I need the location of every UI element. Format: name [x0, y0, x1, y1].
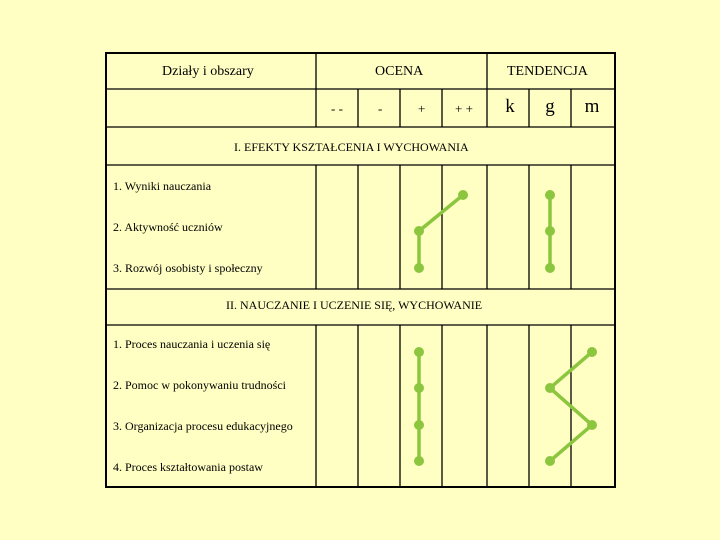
section2-trend-marker [587, 347, 597, 357]
section1-trend-marker [545, 263, 555, 273]
section2-trend-marker [587, 420, 597, 430]
row-label-postawy: 4. Proces kształtowania postaw [113, 460, 263, 474]
row-label-aktywnosc: 2. Aktywność uczniów [113, 220, 223, 234]
section1-trend-marker [545, 190, 555, 200]
section1-rating-marker [414, 226, 424, 236]
section1-rating-line [419, 195, 463, 268]
header-trend: TENDENCJA [507, 64, 588, 79]
section1-rating-marker [458, 190, 468, 200]
trend-glyph-up: k [505, 96, 515, 117]
row-label-organizacja: 3. Organizacja procesu edukacyjnego [113, 419, 293, 433]
row-label-proces-nauczania: 1. Proces nauczania i uczenia się [113, 337, 271, 351]
header-rating: OCENA [375, 64, 424, 79]
section2-rating-marker [414, 347, 424, 357]
trend-glyph-down: m [584, 96, 600, 117]
row-label-pomoc: 2. Pomoc w pokonywaniu trudności [113, 378, 286, 392]
section-title-1: I. EFEKTY KSZTAŁCENIA I WYCHOWANIA [234, 140, 469, 154]
rating-symbol-very-positive: + + [455, 101, 473, 116]
section-title-2: II. NAUCZANIE I UCZENIE SIĘ, WYCHOWANIE [226, 298, 483, 312]
section1-trend-marker [545, 226, 555, 236]
trend-glyph-flat: g [545, 96, 555, 117]
header-areas: Działy i obszary [162, 64, 254, 79]
section1-rating-marker [414, 263, 424, 273]
section2-rating-marker [414, 420, 424, 430]
section2-trend-line [550, 352, 592, 461]
rating-symbol-positive: + [418, 101, 426, 116]
row-label-rozwoj: 3. Rozwój osobisty i społeczny [113, 261, 263, 275]
rating-symbol-very-negative: - - [331, 101, 343, 116]
rating-symbol-negative: - [378, 101, 383, 116]
section2-rating-marker [414, 383, 424, 393]
section2-rating-marker [414, 456, 424, 466]
section2-trend-marker [545, 383, 555, 393]
row-label-wyniki: 1. Wyniki nauczania [113, 179, 212, 193]
section2-trend-marker [545, 456, 555, 466]
